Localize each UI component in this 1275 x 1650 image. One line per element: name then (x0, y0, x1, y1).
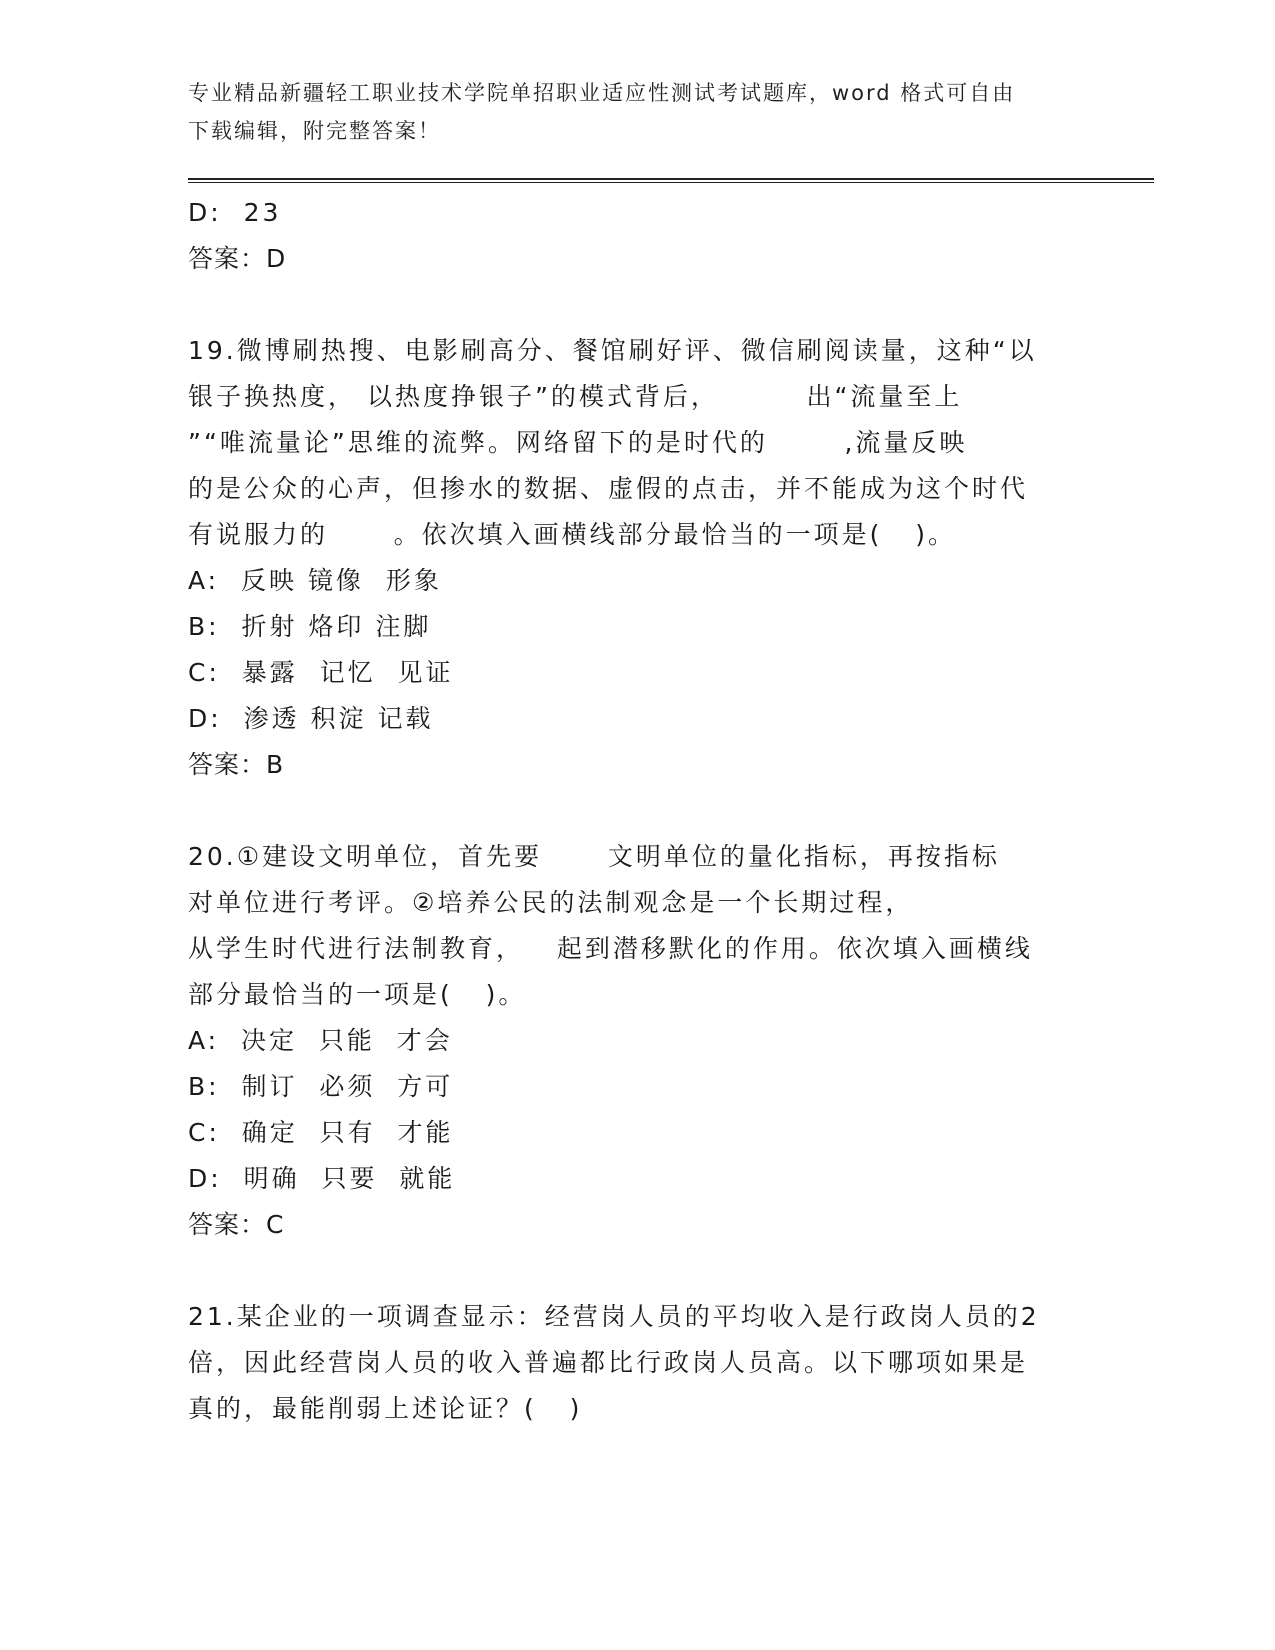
question-text: 从学生时代进行法制教育， 起到潜移默化的作用。依次填入画横线 (188, 934, 1033, 963)
option-d: D: 渗透 积淀 记载 (188, 704, 434, 733)
option-c: C: 暴露 记忆 见证 (188, 658, 454, 687)
spacer (188, 282, 1088, 328)
question-text: 21.某企业的一项调查显示：经营岗人员的平均收入是行政岗人员的2 (188, 1302, 1040, 1331)
question-19 (188, 328, 1088, 788)
question-text: 19.微博刷热搜、电影刷高分、餐馆刷好评、微信刷阅读量，这种“以 (188, 336, 1037, 365)
answer-line: 答案：D (188, 244, 287, 273)
header-title-line2: 下载编辑，附完整答案！ (188, 119, 441, 143)
answer-line: 答案：C (188, 1210, 285, 1239)
header-divider-thick (188, 178, 1154, 180)
question-text: 的是公众的心声，但掺水的数据、虚假的点击，并不能成为这个时代 (188, 474, 1029, 503)
spacer (188, 1248, 1088, 1294)
header-divider-thin (188, 182, 1154, 183)
question-text: 有说服力的 。依次填入画横线部分最恰当的一项是( )。 (188, 520, 957, 549)
spacer (188, 788, 1088, 834)
question-21 (188, 1294, 1088, 1432)
question-text: 银子换热度， 以热度挣银子”的模式背后， 出“流量至上 (188, 382, 963, 411)
question-text: 真的，最能削弱上述论证？( ) (188, 1394, 583, 1423)
question-text: 部分最恰当的一项是( )。 (188, 980, 527, 1009)
option-d: D: 23 (188, 198, 282, 227)
answer-line: 答案：B (188, 750, 285, 779)
question-text: ”“唯流量论”思维的流弊。网络留下的是时代的 ,流量反映 (188, 428, 968, 457)
option-a: A: 反映 镜像 形象 (188, 566, 442, 595)
option-d: D: 明确 只要 就能 (188, 1164, 456, 1193)
option-c: C: 确定 只有 才能 (188, 1118, 454, 1147)
page-header (188, 74, 1088, 150)
question-list (188, 190, 1088, 1432)
question-20 (188, 834, 1088, 1248)
option-a: A: 决定 只能 才会 (188, 1026, 453, 1055)
option-b: B: 折射 烙印 注脚 (188, 612, 432, 641)
question-text: 倍，因此经营岗人员的收入普遍都比行政岗人员高。以下哪项如果是 (188, 1348, 1029, 1377)
question-18-tail (188, 190, 1088, 282)
header-title-line1: 专业精品新疆轻工职业技术学院单招职业适应性测试考试题库，word 格式可自由 (188, 81, 1016, 105)
question-text: 20.①建设文明单位，首先要 文明单位的量化指标，再按指标 (188, 842, 1000, 871)
option-b: B: 制订 必须 方可 (188, 1072, 454, 1101)
question-text: 对单位进行考评。②培养公民的法制观念是一个长期过程， (188, 888, 914, 917)
